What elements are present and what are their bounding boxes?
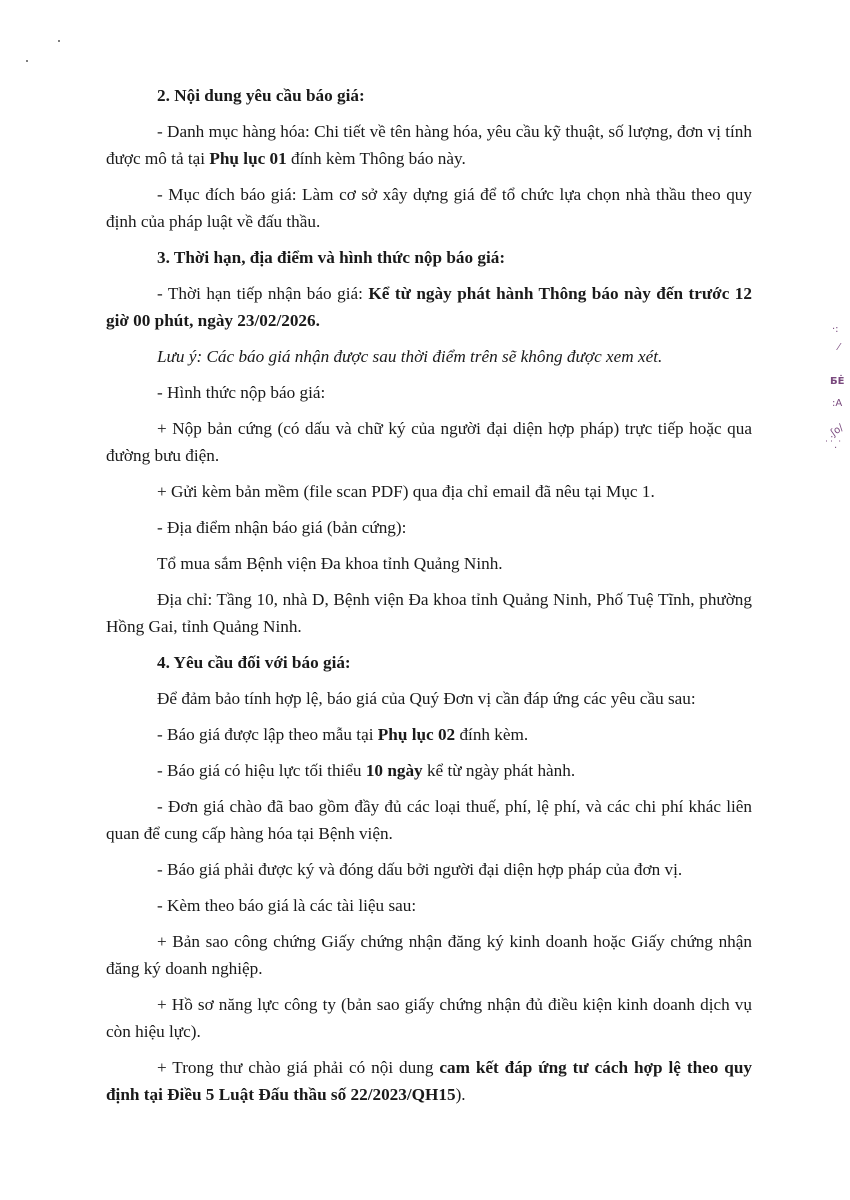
paragraph-text: đính kèm.: [455, 725, 529, 744]
receipt-location-paragraph: - Địa điểm nhận báo giá (bản cứng):: [157, 518, 407, 537]
appendix-01-reference: Phụ lục 01: [209, 149, 287, 168]
validity-period-paragraph: [106, 757, 752, 784]
business-registration-paragraph: + Bản sao công chứng Giấy chứng nhận đăng ký kinh doanh hoặc Giấy chứng nhận đăng ký doanh nghiệp.: [106, 932, 752, 978]
submission-form-paragraph: - Hình thức nộp báo giá:: [157, 383, 326, 402]
softcopy-submission-paragraph: + Gửi kèm bản mềm (file scan PDF) qua địa chỉ email đã nêu tại Mục 1.: [157, 482, 655, 501]
section-2-heading: 2. Nội dung yêu cầu báo giá:: [157, 86, 365, 105]
seal-fragment-image: ·: ⁄ ƂĖ :A .ʃo/ ˙˙.˙: [824, 324, 846, 451]
scan-speck: [26, 60, 28, 62]
hardcopy-submission-paragraph: + Nộp bản cứng (có dấu và chữ ký của người đại diện hợp pháp) trực tiếp hoặc qua đường bưu điện.: [106, 419, 752, 465]
paragraph-text: - Báo giá có hiệu lực tối thiểu: [157, 761, 366, 780]
validity-intro-paragraph: Để đảm bảo tính hợp lệ, báo giá của Quý Đơn vị cần đáp ứng các yêu cầu sau:: [157, 689, 696, 708]
goods-list-paragraph: [106, 118, 752, 172]
paragraph-text: ).: [455, 1085, 466, 1104]
template-paragraph: [106, 721, 752, 748]
section-4-heading: 4. Yêu cầu đối với báo giá:: [157, 653, 351, 672]
quote-purpose-paragraph: - Mục đích báo giá: Làm cơ sở xây dựng giá để tổ chức lựa chọn nhà thầu theo quy định của pháp luật về đấu thầu.: [106, 185, 752, 231]
signature-paragraph: - Báo giá phải được ký và đóng dấu bởi người đại diện hợp pháp của đơn vị.: [157, 860, 683, 879]
section-3-heading: 3. Thời hạn, địa điểm và hình thức nộp báo giá:: [157, 248, 506, 267]
scan-speck: [58, 40, 60, 42]
late-submission-note: Lưu ý: Các báo giá nhận được sau thời điểm trên sẽ không được xem xét.: [157, 347, 663, 366]
paragraph-text: đính kèm Thông báo này.: [286, 149, 466, 168]
deadline-paragraph: [106, 280, 752, 334]
deadline-bold-text: Kể từ ngày phát hành Thông báo này đến trước 12 giờ 00 phút, ngày 23/02/2026.: [106, 284, 752, 330]
unit-price-paragraph: - Đơn giá chào đã bao gồm đầy đủ các loại thuế, phí, lệ phí, và các chi phí khác liên quan để cung cấp hàng hóa tại Bệnh viện.: [106, 797, 752, 843]
document-body: [106, 82, 752, 1117]
paragraph-text: + Trong thư chào giá phải có nội dung: [157, 1058, 440, 1077]
paragraph-text: kể từ ngày phát hành.: [422, 761, 576, 780]
procurement-team-paragraph: Tổ mua sắm Bệnh viện Đa khoa tỉnh Quảng Ninh.: [157, 554, 503, 573]
paragraph-text: - Thời hạn tiếp nhận báo giá:: [157, 284, 369, 303]
attachments-paragraph: - Kèm theo báo giá là các tài liệu sau:: [157, 896, 417, 915]
commitment-paragraph: [106, 1054, 752, 1108]
commitment-bold-text: cam kết đáp ứng tư cách hợp lệ theo quy định tại Điều 5 Luật Đấu thầu số 22/2023/QH15: [106, 1058, 752, 1104]
company-profile-paragraph: + Hồ sơ năng lực công ty (bản sao giấy chứng nhận đủ điều kiện kinh doanh dịch vụ còn hiệu lực).: [106, 995, 752, 1041]
address-paragraph: Địa chỉ: Tầng 10, nhà D, Bệnh viện Đa khoa tỉnh Quảng Ninh, Phố Tuệ Tĩnh, phường Hồng Gai, tỉnh Quảng Ninh.: [106, 590, 752, 636]
appendix-02-reference: Phụ lục 02: [377, 725, 456, 744]
validity-days-bold: 10 ngày: [365, 761, 423, 780]
paragraph-text: - Danh mục hàng hóa: Chi tiết về tên hàng hóa, yêu cầu kỹ thuật, số lượng, đơn vị tính được mô tả tại: [106, 122, 752, 168]
paragraph-text: - Báo giá được lập theo mẫu tại: [157, 725, 378, 744]
